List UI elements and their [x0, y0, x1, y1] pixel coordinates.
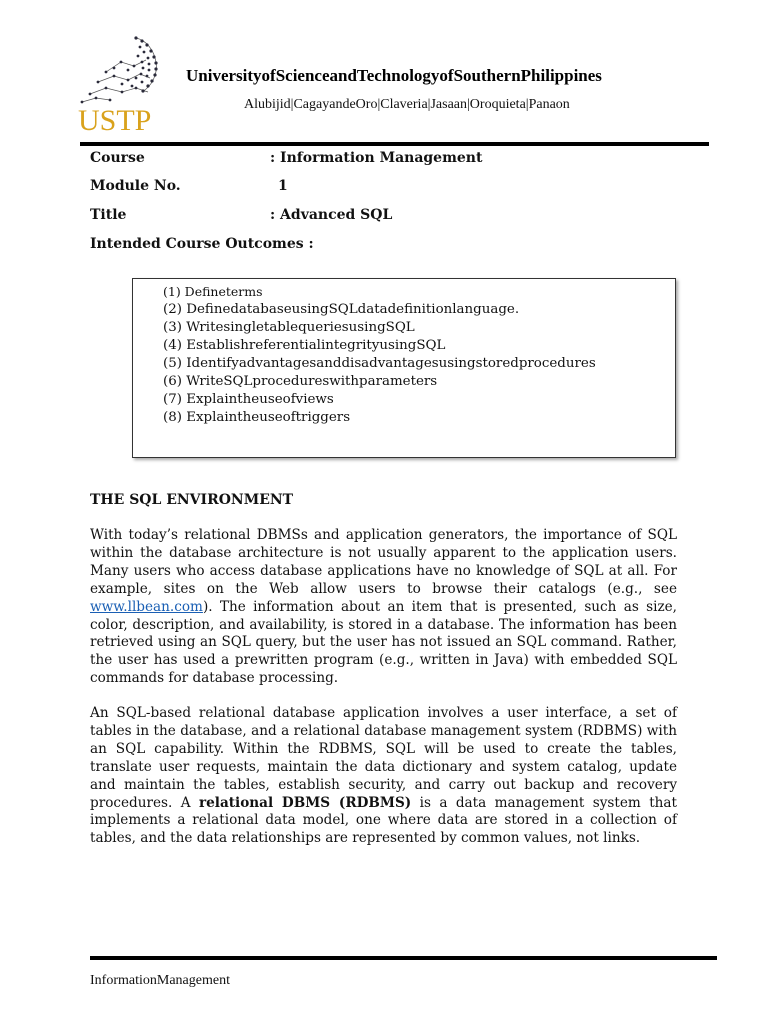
- logo-network-graphic: [76, 32, 172, 108]
- paragraph-2: [90, 705, 677, 848]
- outcomes-label: Intended Course Outcomes :: [90, 236, 314, 252]
- header-divider: [80, 142, 709, 146]
- section-heading: THE SQL ENVIRONMENT: [90, 492, 294, 508]
- outcome-item: (6) WriteSQLprocedureswithparameters: [163, 374, 438, 389]
- paragraph-2-text-a: An SQL-based relational database application involves a user interface, a set of tables in the database, and a relational database management system (RDBMS) with an SQL capability. Within the RDBMS, SQL will be used to create the tables, translate user requests, maintain the data dictionary and system catalog, update and maintain the tables, establish security, and carry out backup and recovery procedures. A: [90, 705, 677, 811]
- paragraph-2-text-b: is a data management system that implements a relational data model, one where data are stored in a collection of tables, and the data relationships are represented by common values, not links.: [90, 794, 677, 847]
- outcome-item: (8) Explaintheuseoftriggers: [163, 410, 351, 425]
- llbean-link[interactable]: www.llbean.com: [90, 598, 203, 615]
- outcomes-box: [132, 278, 676, 458]
- outcome-item: (3) WritesingletablequeriesusingSQL: [163, 320, 415, 335]
- module-value: 1: [278, 178, 288, 194]
- module-label: Module No.: [90, 178, 181, 194]
- title-label: Title: [90, 207, 127, 223]
- course-value: : Information Management: [270, 150, 483, 166]
- outcome-item: (4) EstablishreferentialintegrityusingSQL: [163, 338, 446, 353]
- paragraph-1-text-a: With today’s relational DBMSs and application generators, the importance of SQL within the database architecture is not usually apparent to the application users. Many users who access database applications have no knowledge of SQL at all. For example, sites on the Web allow users to browse their catalogs (e.g., see: [90, 527, 677, 597]
- outcome-item: (5) Identifyadvantagesanddisadvantagesusingstoredprocedures: [163, 356, 596, 371]
- course-label: Course: [90, 150, 145, 166]
- campus-list: Alubijid|CagayandeOro|Claveria|Jasaan|Oroquieta|Panaon: [244, 97, 570, 112]
- outcome-item: (7) Explaintheuseofviews: [163, 392, 334, 407]
- outcome-item: (2) DefinedatabaseusingSQLdatadefinitionlanguage.: [163, 302, 520, 317]
- footer-divider: [90, 956, 717, 960]
- paragraph-1: [90, 527, 677, 688]
- rdbms-term: relational DBMS (RDBMS): [198, 794, 412, 811]
- logo-wordmark: USTP: [78, 104, 152, 137]
- outcome-item: (1) Defineterms: [163, 284, 263, 299]
- outcomes-list: [163, 283, 596, 427]
- university-name: UniversityofScienceandTechnologyofSouthernPhilippines: [186, 66, 602, 85]
- footer-text: InformationManagement: [90, 973, 230, 988]
- paragraph-1-text-b: ). The information about an item that is presented, such as size, color, description, and availability, is stored in a database. The information has been retrieved using an SQL query, but the user has not issued an SQL command. Rather, the user has used a prewritten program (e.g., written in Java) with embedded SQL commands for database processing.: [90, 598, 677, 687]
- title-value: : Advanced SQL: [270, 207, 393, 223]
